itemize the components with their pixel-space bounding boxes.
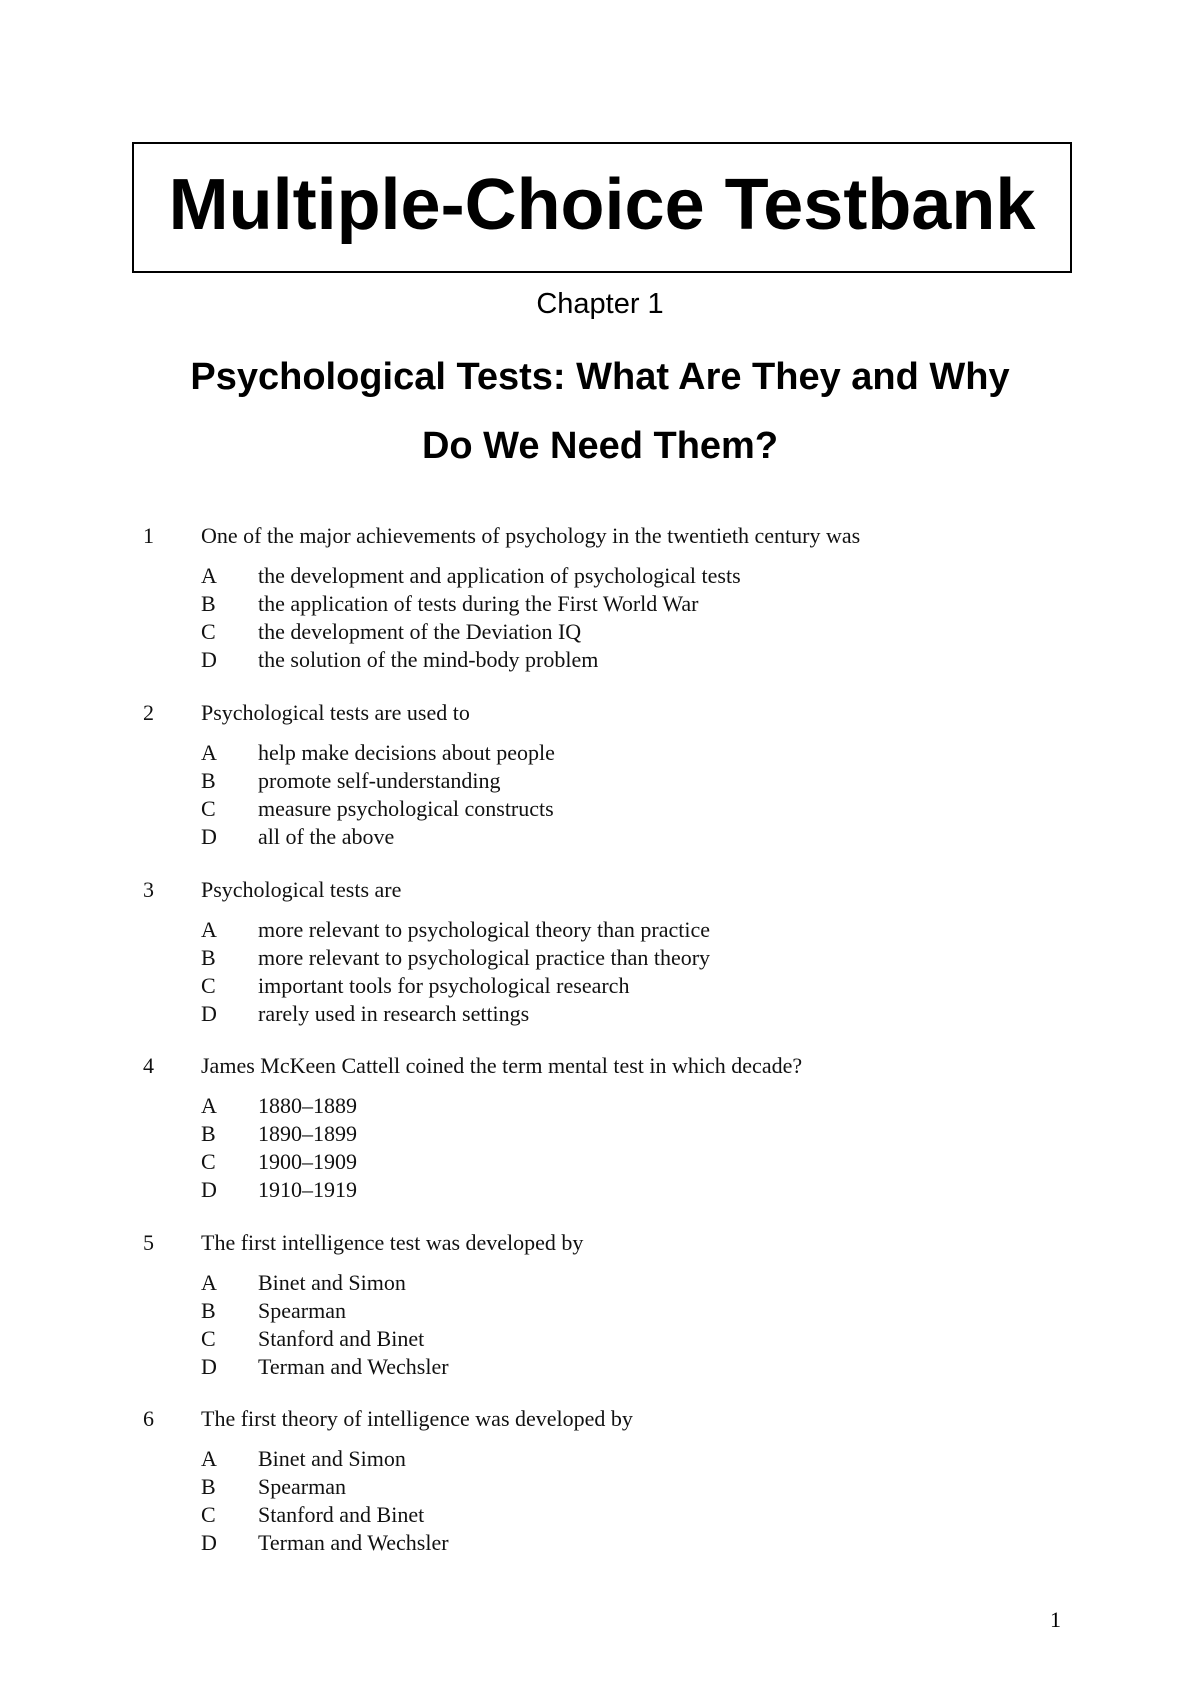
answer-option bbox=[0, 917, 1200, 945]
answer-option bbox=[0, 1326, 1200, 1354]
question-6 bbox=[0, 1406, 1200, 1558]
option-text: rarely used in research settings bbox=[258, 1001, 530, 1026]
question-text: The first intelligence test was developed by bbox=[201, 1230, 584, 1255]
answer-option bbox=[0, 1530, 1200, 1558]
option-text: Terman and Wechsler bbox=[258, 1354, 449, 1379]
answer-option bbox=[0, 1298, 1200, 1326]
answer-option bbox=[0, 824, 1200, 852]
option-letter: C bbox=[201, 619, 216, 644]
answer-option bbox=[0, 768, 1200, 796]
option-text: Stanford and Binet bbox=[258, 1502, 425, 1527]
option-letter: A bbox=[201, 1446, 217, 1471]
answer-option bbox=[0, 563, 1200, 591]
answer-option bbox=[0, 973, 1200, 1001]
answer-option bbox=[0, 1446, 1200, 1474]
question-stem bbox=[0, 700, 1200, 730]
question-stem bbox=[0, 1053, 1200, 1083]
option-letter: A bbox=[201, 917, 217, 942]
option-text: the development and application of psychological tests bbox=[258, 563, 741, 588]
option-letter: A bbox=[201, 563, 217, 588]
answer-options bbox=[0, 740, 1200, 852]
option-text: Spearman bbox=[258, 1298, 346, 1323]
option-text: more relevant to psychological theory than practice bbox=[258, 917, 711, 942]
answer-option bbox=[0, 1149, 1200, 1177]
option-text: measure psychological constructs bbox=[258, 796, 554, 821]
question-number: 4 bbox=[143, 1053, 154, 1078]
option-text: 1880–1889 bbox=[258, 1093, 357, 1118]
answer-options bbox=[0, 1093, 1200, 1205]
answer-option bbox=[0, 1502, 1200, 1530]
answer-option bbox=[0, 1121, 1200, 1149]
option-text: Binet and Simon bbox=[258, 1270, 406, 1295]
option-text: the application of tests during the First World War bbox=[258, 591, 699, 616]
option-letter: B bbox=[201, 1121, 216, 1146]
option-text: promote self-understanding bbox=[258, 768, 501, 793]
question-text: Psychological tests are used to bbox=[201, 700, 470, 725]
chapter-title-line-1: Psychological Tests: What Are They and Why bbox=[190, 356, 1010, 398]
option-letter: B bbox=[201, 768, 216, 793]
question-text: James McKeen Cattell coined the term mental test in which decade? bbox=[201, 1053, 803, 1078]
option-letter: B bbox=[201, 1298, 216, 1323]
option-letter: A bbox=[201, 740, 217, 765]
page-number: 1 bbox=[1050, 1607, 1061, 1632]
answer-options bbox=[0, 1446, 1200, 1558]
option-letter: C bbox=[201, 973, 216, 998]
option-letter: D bbox=[201, 1530, 217, 1555]
question-stem bbox=[0, 877, 1200, 907]
answer-option bbox=[0, 1177, 1200, 1205]
option-letter: A bbox=[201, 1093, 217, 1118]
answer-option bbox=[0, 1354, 1200, 1382]
answer-option bbox=[0, 591, 1200, 619]
answer-option bbox=[0, 945, 1200, 973]
answer-option bbox=[0, 619, 1200, 647]
option-letter: D bbox=[201, 1001, 217, 1026]
option-letter: D bbox=[201, 824, 217, 849]
question-number: 6 bbox=[143, 1406, 154, 1431]
question-number: 3 bbox=[143, 877, 154, 902]
question-text: One of the major achievements of psychology in the twentieth century was bbox=[201, 523, 861, 548]
answer-option bbox=[0, 740, 1200, 768]
option-letter: D bbox=[201, 1177, 217, 1202]
question-5 bbox=[0, 1230, 1200, 1382]
option-text: Binet and Simon bbox=[258, 1446, 406, 1471]
document-title: Multiple-Choice Testbank bbox=[168, 164, 1036, 245]
question-number: 2 bbox=[143, 700, 154, 725]
chapter-label: Chapter 1 bbox=[536, 288, 664, 320]
question-text: The first theory of intelligence was developed by bbox=[201, 1406, 633, 1431]
answer-option bbox=[0, 647, 1200, 675]
question-stem bbox=[0, 523, 1200, 553]
question-stem bbox=[0, 1406, 1200, 1436]
option-text: 1890–1899 bbox=[258, 1121, 357, 1146]
question-3 bbox=[0, 877, 1200, 1029]
option-letter: C bbox=[201, 1502, 216, 1527]
question-1 bbox=[0, 523, 1200, 675]
title-box bbox=[132, 142, 1072, 273]
option-letter: B bbox=[201, 945, 216, 970]
option-letter: D bbox=[201, 1354, 217, 1379]
option-text: 1900–1909 bbox=[258, 1149, 357, 1174]
option-text: all of the above bbox=[258, 824, 395, 849]
option-text: more relevant to psychological practice than theory bbox=[258, 945, 711, 970]
answer-option bbox=[0, 1474, 1200, 1502]
answer-option bbox=[0, 1001, 1200, 1029]
option-text: Terman and Wechsler bbox=[258, 1530, 449, 1555]
question-2 bbox=[0, 700, 1200, 852]
option-text: Stanford and Binet bbox=[258, 1326, 425, 1351]
option-text: 1910–1919 bbox=[258, 1177, 357, 1202]
option-letter: D bbox=[201, 647, 217, 672]
answer-option bbox=[0, 1093, 1200, 1121]
question-text: Psychological tests are bbox=[201, 877, 402, 902]
answer-options bbox=[0, 563, 1200, 675]
question-number: 5 bbox=[143, 1230, 154, 1255]
option-letter: A bbox=[201, 1270, 217, 1295]
option-text: Spearman bbox=[258, 1474, 346, 1499]
option-letter: C bbox=[201, 1149, 216, 1174]
option-text: help make decisions about people bbox=[258, 740, 555, 765]
option-letter: C bbox=[201, 796, 216, 821]
answer-options bbox=[0, 917, 1200, 1029]
question-stem bbox=[0, 1230, 1200, 1260]
option-letter: B bbox=[201, 1474, 216, 1499]
chapter-title-line-2: Do We Need Them? bbox=[421, 425, 779, 467]
answer-option bbox=[0, 796, 1200, 824]
option-text: the solution of the mind-body problem bbox=[258, 647, 599, 672]
option-letter: B bbox=[201, 591, 216, 616]
question-4 bbox=[0, 1053, 1200, 1205]
question-number: 1 bbox=[143, 523, 154, 548]
option-text: the development of the Deviation IQ bbox=[258, 619, 582, 644]
answer-option bbox=[0, 1270, 1200, 1298]
option-text: important tools for psychological research bbox=[258, 973, 630, 998]
option-letter: C bbox=[201, 1326, 216, 1351]
answer-options bbox=[0, 1270, 1200, 1382]
